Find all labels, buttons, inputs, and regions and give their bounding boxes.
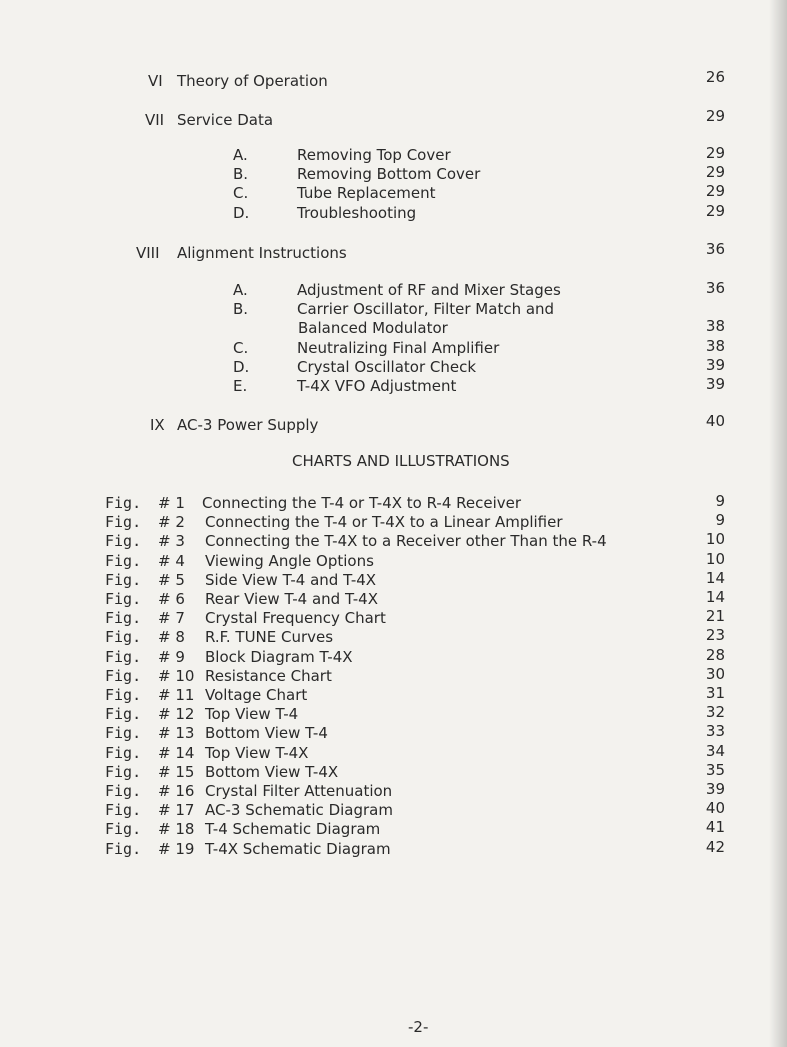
figure-title: Top View T-4X <box>205 743 309 762</box>
figure-title: Connecting the T-4X to a Receiver other Than the R-4 <box>205 532 607 551</box>
figure-label: Fig. <box>105 532 142 551</box>
subsection-page-number: 38 <box>705 336 725 355</box>
figure-page-number: 32 <box>705 703 725 722</box>
figure-label: Fig. <box>105 743 142 762</box>
subsection-letter: B. <box>233 165 249 184</box>
subsection-title: T-4X VFO Adjustment <box>297 377 457 395</box>
subsection-title: Neutralizing Final Amplifier <box>297 338 500 357</box>
figure-title: Bottom View T-4 <box>205 724 328 743</box>
figure-page-number: 14 <box>705 568 725 587</box>
figure-label: Fig. <box>105 609 142 628</box>
section-title: Alignment Instructions <box>177 244 347 262</box>
subsection-letter: C. <box>233 184 249 203</box>
section-numeral: VII <box>145 111 165 129</box>
section-page-number: 36 <box>705 240 725 258</box>
figure-page-number: 9 <box>715 492 725 510</box>
section-title: Theory of Operation <box>177 72 328 90</box>
subsection-page-number: 29 <box>705 182 725 201</box>
figure-label: Fig. <box>105 647 142 666</box>
figure-page-number: 14 <box>705 588 725 606</box>
subsection-page-number: 39 <box>705 375 725 393</box>
subsection-letter: E. <box>233 377 248 395</box>
figure-page-number: 10 <box>705 549 725 568</box>
subsection-page-number: 29 <box>705 201 725 220</box>
figure-label: Fig. <box>105 762 142 781</box>
figure-number: # 13 <box>158 724 195 743</box>
figure-number: # 6 <box>158 590 185 608</box>
figure-page-number: 40 <box>705 799 725 818</box>
figure-number: # 10 <box>158 666 195 685</box>
figure-page-number: 21 <box>705 607 725 626</box>
figure-title: Bottom View T-4X <box>205 762 339 781</box>
figure-page-number: 34 <box>705 741 725 760</box>
figure-label: Fig. <box>105 820 142 839</box>
section-title: AC-3 Power Supply <box>177 416 319 434</box>
figure-page-number: 30 <box>705 664 725 683</box>
subsection-page-number: 36 <box>705 279 725 297</box>
figure-title: Crystal Frequency Chart <box>205 609 386 628</box>
subsection-title: Crystal Oscillator Check <box>297 357 477 376</box>
figure-title: Crystal Filter Attenuation <box>205 782 393 800</box>
figure-number: # 7 <box>158 609 185 628</box>
figure-label: Fig. <box>105 494 142 512</box>
subsection-letter: D. <box>233 203 250 222</box>
figure-page-number: 42 <box>705 837 725 856</box>
figure-number: # 11 <box>158 686 195 704</box>
figure-label: Fig. <box>105 686 142 704</box>
figure-number: # 9 <box>158 647 185 666</box>
figure-label: Fig. <box>105 590 142 608</box>
section-numeral: VIII <box>136 244 160 262</box>
figure-title: AC-3 Schematic Diagram <box>205 801 393 820</box>
subsection-title: Removing Bottom Cover <box>297 165 481 184</box>
figure-page-number: 39 <box>705 780 725 798</box>
subsection-letter: A. <box>233 146 248 164</box>
subsection-letter: B. <box>233 300 249 319</box>
subsection-title-continued: Balanced Modulator <box>298 319 448 338</box>
figure-title: Connecting the T-4 or T-4X to a Linear Amplifier <box>205 513 563 532</box>
subsection-page-number: 38 <box>705 317 725 336</box>
figure-number: # 5 <box>158 570 185 589</box>
section-title: Service Data <box>177 111 274 129</box>
figure-label: Fig. <box>105 782 142 800</box>
figure-label: Fig. <box>105 839 142 858</box>
figure-title: Connecting the T-4 or T-4X to R-4 Receiver <box>202 494 522 512</box>
section-page-number: 40 <box>705 412 725 430</box>
page-edge-shadow <box>769 0 787 1047</box>
figure-title: Top View T-4 <box>205 705 299 724</box>
subsection-letter: A. <box>233 281 248 299</box>
figure-label: Fig. <box>105 628 142 647</box>
subsection-title: Troubleshooting <box>297 203 417 222</box>
figure-title: T-4 Schematic Diagram <box>205 820 381 839</box>
figure-title: Viewing Angle Options <box>205 551 374 570</box>
section-numeral: IX <box>150 416 165 434</box>
figure-label: Fig. <box>105 801 142 820</box>
figure-number: # 18 <box>158 820 195 839</box>
figure-page-number: 10 <box>705 530 725 549</box>
figure-label: Fig. <box>105 666 142 685</box>
figure-number: # 16 <box>158 782 195 800</box>
subsection-page-number: 29 <box>705 163 725 182</box>
figure-label: Fig. <box>105 724 142 743</box>
figure-number: # 1 <box>158 494 185 512</box>
subsection-title: Removing Top Cover <box>297 146 451 164</box>
section-numeral: VI <box>148 72 163 90</box>
figure-title: Rear View T-4 and T-4X <box>205 590 378 608</box>
figure-number: # 2 <box>158 513 185 532</box>
figure-label: Fig. <box>105 705 142 724</box>
figure-title: Resistance Chart <box>205 666 332 685</box>
figure-title: Side View T-4 and T-4X <box>205 570 377 589</box>
figure-page-number: 35 <box>705 760 725 779</box>
figure-number: # 14 <box>158 743 195 762</box>
subsection-title: Carrier Oscillator, Filter Match and <box>297 300 555 319</box>
section-page-number: 26 <box>705 68 725 86</box>
charts-heading: CHARTS AND ILLUSTRATIONS <box>292 452 510 470</box>
figure-page-number: 9 <box>715 511 725 530</box>
figure-title: T-4X Schematic Diagram <box>205 839 391 858</box>
figure-label: Fig. <box>105 513 142 532</box>
subsection-page-number: 29 <box>705 144 725 162</box>
figure-number: # 3 <box>158 532 185 551</box>
figure-number: # 15 <box>158 762 195 781</box>
subsection-title: Adjustment of RF and Mixer Stages <box>297 281 561 299</box>
figure-page-number: 23 <box>705 626 725 645</box>
figure-label: Fig. <box>105 570 142 589</box>
figure-number: # 8 <box>158 628 185 647</box>
subsection-title: Tube Replacement <box>297 184 436 203</box>
figure-page-number: 33 <box>705 722 725 741</box>
figure-title: Block Diagram T-4X <box>205 647 353 666</box>
figure-number: # 12 <box>158 705 195 724</box>
page-number: -2- <box>408 1018 429 1036</box>
figure-page-number: 31 <box>705 684 725 702</box>
subsection-letter: D. <box>233 357 250 376</box>
figure-title: Voltage Chart <box>205 686 308 704</box>
figure-label: Fig. <box>105 551 142 570</box>
subsection-letter: C. <box>233 338 249 357</box>
figure-page-number: 41 <box>705 818 725 837</box>
figure-number: # 19 <box>158 839 195 858</box>
figure-page-number: 28 <box>705 645 725 664</box>
subsection-page-number: 39 <box>705 355 725 374</box>
section-page-number: 29 <box>705 107 725 125</box>
figure-number: # 4 <box>158 551 185 570</box>
figure-number: # 17 <box>158 801 195 820</box>
figure-title: R.F. TUNE Curves <box>205 628 334 647</box>
